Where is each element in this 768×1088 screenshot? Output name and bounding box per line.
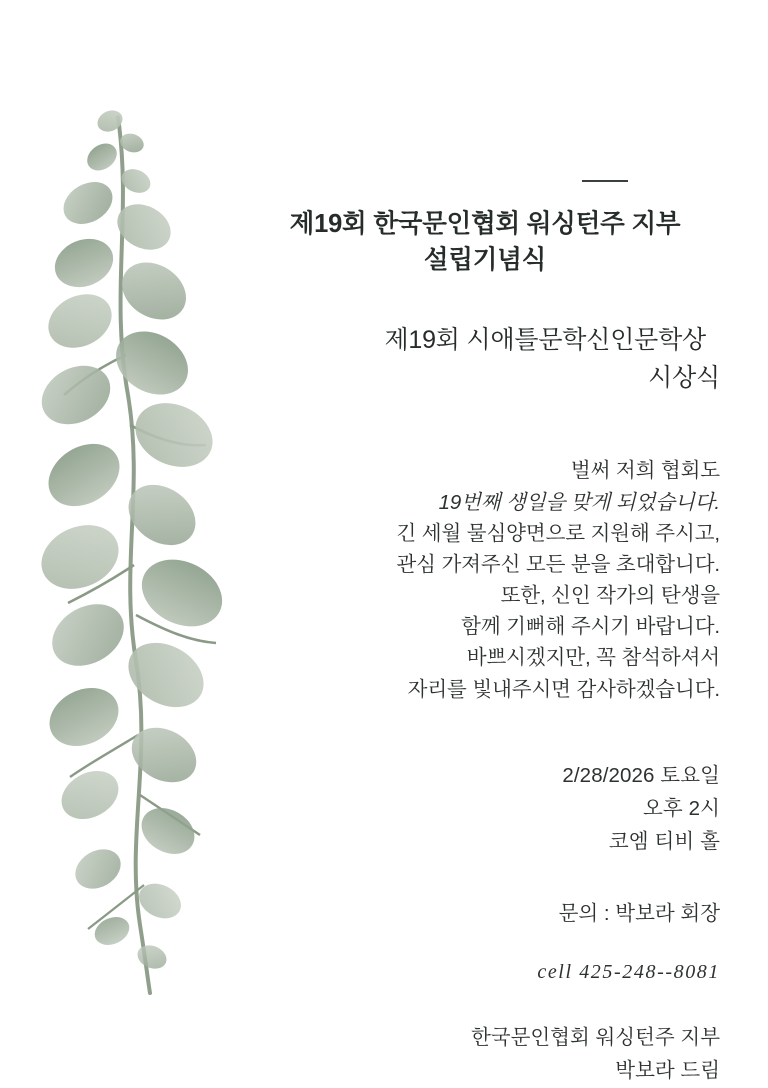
body-line-2: 19번째 생일을 맞게 되었습니다.: [438, 490, 720, 514]
invitation-body: [250, 455, 720, 704]
body-line-3: 긴 세월 물심양면으로 지원해 주시고,: [396, 521, 720, 545]
body-line-1: 벌써 저희 협회도: [570, 459, 720, 483]
event-details: [250, 759, 720, 859]
invitation-content: [250, 180, 720, 1088]
signature-line-2: 박보라 드림: [615, 1058, 720, 1082]
signature: [250, 1022, 720, 1088]
subtitle: [250, 322, 720, 397]
page-title: [250, 206, 720, 278]
signature-line-1: 한국문인협회 워싱턴주 지부: [470, 1026, 720, 1050]
body-line-8: 자리를 빛내주시면 감사하겠습니다.: [407, 677, 720, 701]
subtitle-line-1: 제19회 시애틀문학신인문학상: [384, 326, 706, 355]
title-line-1: 제19회 한국문인협회 워싱턴주 지부: [289, 210, 681, 238]
contact-phone: cell 425-248--8081: [537, 961, 720, 984]
body-line-4: 관심 가져주신 모든 분을 초대합니다.: [396, 552, 720, 576]
event-time: 오후 2시: [642, 796, 720, 820]
subtitle-line-2: 시상식: [648, 363, 720, 392]
event-date: 2/28/2026 토요일: [562, 763, 720, 787]
body-line-7: 바쁘시겠지만, 꼭 참석하셔서: [466, 646, 720, 670]
contact-person: 문의 : 박보라 회장: [558, 902, 720, 926]
body-line-5: 또한, 신인 작가의 탄생을: [500, 584, 720, 608]
title-line-2: 설립기념식: [423, 246, 547, 275]
event-venue: 코엠 티비 홀: [608, 830, 720, 854]
body-line-6: 함께 기뻐해 주시기 바랍니다.: [461, 615, 720, 639]
divider-rule: [582, 180, 628, 182]
